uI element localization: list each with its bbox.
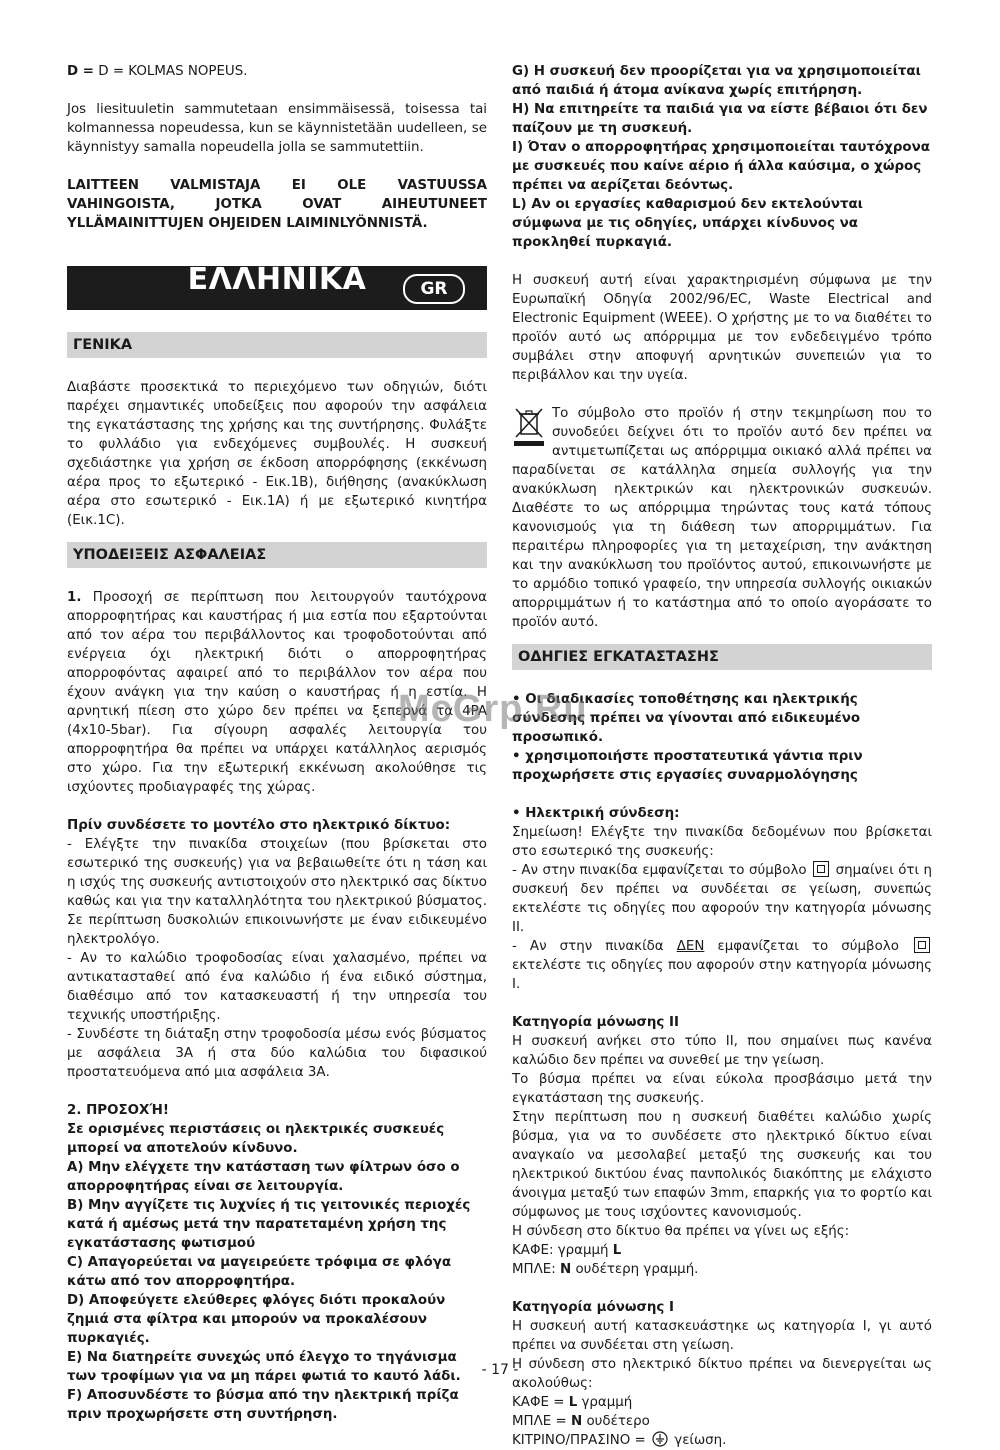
electric-item-2-start: - Αν στην πινακίδα	[512, 939, 677, 954]
wire-code: L	[568, 1395, 578, 1410]
safety-item-1-number: 1.	[67, 590, 82, 605]
safety-heading: ΥΠΟΔΕΙΞΕΙΣ ΑΣΦΑΛΕΙΑΣ	[67, 542, 487, 568]
electric-item-1-end: σημαίνει ότι η συσκευή δεν πρέπει να συνδέεται σε γείωση, συνεπώς εκτελέστε τις οδηγίες που αφορούν την κατηγορία μόνωσης II.	[512, 863, 933, 935]
right-column	[512, 62, 932, 1450]
restart-paragraph: Jos liesituuletin sammutetaan ensimmäisessä, toisessa tai kolmannessa nopeudessa, kun se käynnistetään uudelleen, se käynnistyy samalla nopeudella jolla se sammutettiin.	[67, 102, 487, 155]
class1-wire-earth	[512, 1431, 932, 1450]
warning-item: I) Όταν ο απορροφητήρας χρησιμοποιείται ταυτόχρονα με συσκευές που καίνε αέριο ή άλλα καύσιμα, ο χώρος πρέπει να αερίζεται δεόντως.	[512, 140, 930, 193]
class1-wire-blue	[512, 1412, 932, 1431]
class1-wire-brown	[512, 1393, 932, 1412]
attention-heading: 2. ΠΡΟΣΟΧΉ!	[67, 1103, 169, 1118]
wire-desc: ουδέτερο	[582, 1414, 650, 1429]
electric-item-2	[512, 937, 932, 994]
speed-d-text: D = KOLMAS NOPEUS.	[98, 64, 248, 79]
electric-item-1-start: - Αν στην πινακίδα εμφανίζεται το σύμβολο	[512, 863, 807, 878]
class1-paragraph: Η συσκευή αυτή κατασκευάστηκε ως κατηγορία I, γι αυτό πρέπει να συνδέεται στη γείωση.	[512, 1319, 932, 1353]
wire-code: N	[560, 1262, 572, 1277]
wire-desc: ουδέτερη γραμμή.	[571, 1262, 699, 1277]
wire-code: L	[612, 1243, 622, 1258]
crossed-bin-icon	[512, 406, 546, 446]
weee-paragraph: Η συσκευή αυτή είναι χαρακτηρισμένη σύμφωνα με την Ευρωπαϊκή Οδηγία 2002/96/EC, Waste Electrical and Electronic Equipment (WEEE). Ο χρήστης με το να διαθέτει το προϊόν αυτό ως απόρριμμα με τον ενδεδειγμένο τρόπο συμβάλει στην αποφυγή αρνητικών συνεπειών για το περιβάλλον και την υγεία.	[512, 273, 932, 383]
wire-label: ΚΑΦΕ =	[512, 1395, 569, 1410]
attention-item: Σε ορισμένες περιστάσεις οι ηλεκτρικές συσκευές μπορεί να αποτελούν κίνδυνο.	[67, 1122, 445, 1156]
attention-item: C) Απαγορεύεται να μαγειρεύετε τρόφιμα σε φλόγα κάτω από τον απορροφητήρα.	[67, 1255, 452, 1289]
attention-item: E) Να διατηρείτε συνεχώς υπό έλεγχο το τηγάνισμα των τροφίμων για να μη πάρει φωτιά το καυτό λάδι.	[67, 1350, 461, 1384]
attention-item: B) Μην αγγίζετε τις λυχνίες ή τις γειτονικές περιοχές κατά ή αμέσως μετά την παρατεταμένη χρήση της εγκατάστασης φωτισμού	[67, 1198, 471, 1251]
attention-item: D) Αποφεύγετε ελεύθερες φλόγες διότι προκαλούν ζημιά στα φίλτρα και μπορούν να προκαλέσουν πυρκαγιές.	[67, 1293, 446, 1346]
install-heading: ΟΔΗΓΙΕΣ ΕΓΚΑΤΑΣΤΑΣΗΣ	[512, 644, 932, 670]
wire-code: N	[570, 1414, 583, 1429]
watermark: McGrp.Ru	[398, 688, 588, 730]
left-column	[67, 62, 487, 1424]
electric-item-2-emphasis: ΔΕΝ	[676, 939, 705, 954]
language-badge: GR	[403, 274, 465, 304]
weee-symbol-block	[512, 404, 932, 632]
double-insulation-icon	[914, 937, 930, 953]
class2-paragraph: Το βύσμα πρέπει να είναι εύκολα προσβάσιμο μετά την εγκατάσταση της συσκευής.	[512, 1072, 932, 1106]
install-bullet: • Οι διαδικασίες τοποθέτησης και ηλεκτρικής σύνδεσης πρέπει να γίνονται από ειδικευμένο προσωπικό.	[512, 692, 861, 745]
language-title: ΕΛΛΗΝΙΚΑ	[187, 262, 367, 297]
general-paragraph: Διαβάστε προσεκτικά το περιεχόμενο των οδηγιών, διότι παρέχει σημαντικές υποδείξεις που αφορούν την ασφάλεια της εγκατάστασης της χρήσης και της συντήρησης. Φυλάξτε το φυλλάδιο για ενδεχόμενες συμβουλές. Η συσκευή σχεδιάστηκε για χρήση σε έκδοση απορρόφησης (εκκένωση αέρα προς το εξωτερικό - Εικ.1B), διήθησης (ανακύκλωση αέρα στο εσωτερικό - Εικ.1A) ή με εξωτερικό κινητήρα (Εικ.1C).	[67, 380, 487, 528]
symbol-paragraph: Το σύμβολο στο προϊόν ή στην τεκμηρίωση που το συνοδεύει δείχνει ότι το προϊόν αυτό δεν πρέπει να αντιμετωπίζεται ως απόρριμμα οικιακό αλλά πρέπει να παραδίνεται σε κατάλληλα σημεία συλλογής για την ανακύκλωση ηλεκτρικών και ηλεκτρονικών συσκευών. Διαθέστε το ως απόρριμμα τηρώντας τους κατά τόπους κανονισμούς για τη διάθεση των απορριμμάτων. Για περαιτέρω πληροφορίες για τη μεταχείριση, την ανάκτηση και την ανακύκλωση του προϊόντος αυτού, επικοινωνήστε με το αρμόδιο τοπικό γραφείο, την υπηρεσία συλλογής οικιακών απορριμμάτων ή το κατάστημα από το οποίο αγοράσατε το προϊόν αυτό.	[512, 406, 932, 630]
warning-item: G) Η συσκευή δεν προορίζεται για να χρησιμοποιείται από παιδιά ή άτομα ανίκανα χωρίς επιτήρηση.	[512, 64, 921, 98]
liability-notice: LAITTEEN VALMISTAJA EI OLE VASTUUSSA VAHINGOISTA, JOTKA OVAT AIHEUTUNEET YLLÄMAINITTUJEN OHJEIDEN LAIMINLYÖNNISTÄ.	[67, 178, 487, 231]
warning-item: L) Αν οι εργασίες καθαρισμού δεν εκτελούνται σύμφωνα με τις οδηγίες, υπάρχει κίνδυνος να προκληθεί πυρκαγιά.	[512, 197, 863, 250]
connect-item: - Αν το καλώδιο τροφοδοσίας είναι χαλασμένο, πρέπει να αντικατασταθεί από ένα καλώδιο ή ένα ειδικό σύστημα, διαθέσιμο από τον κατασκευαστή ή την υπηρεσία του τεχνικής υποστήριξης.	[67, 951, 487, 1023]
class2-paragraph: Στην περίπτωση που η συσκευή διαθέτει καλώδιο χωρίς βύσμα, για να το συνδέσετε στο ηλεκτρικό δίκτυο είναι αναγκαίο να μεσολαβεί μεταξύ της συσκευής και του ηλεκτρικού δικτύου ένας πανπολικός διακόπτης με ελάχιστο άνοιγμα μεταξύ των επαφών 3mm, επαρκής για το φορτίο και σύμφωνος με τους ισχύοντες κανονισμούς.	[512, 1110, 932, 1220]
page-number: - 17 -	[481, 1362, 519, 1378]
attention-item: F) Αποσυνδέστε το βύσμα από την ηλεκτρική πρίζα πριν προχωρήσετε στη συντήρηση.	[67, 1388, 459, 1422]
electric-heading: • Ηλεκτρική σύνδεση:	[512, 806, 680, 821]
general-heading: ΓΕΝΙΚΑ	[67, 332, 487, 358]
language-banner	[67, 262, 487, 310]
wire-label: ΜΠΛΕ =	[512, 1414, 571, 1429]
electric-item-2-middle: εμφανίζεται το σύμβολο	[704, 939, 899, 954]
class1-paragraph: Η σύνδεση στο ηλεκτρικό δίκτυο πρέπει να διενεργείται ως ακολούθως:	[512, 1357, 932, 1391]
class2-heading: Κατηγορία μόνωσης II	[512, 1015, 679, 1030]
class2-paragraph: Η σύνδεση στο δίκτυο θα πρέπει να γίνει ως εξής:	[512, 1224, 850, 1239]
class2-wire-brown	[512, 1241, 932, 1260]
electric-item-1	[512, 861, 932, 937]
wire-desc: γείωση.	[670, 1433, 727, 1448]
class2-paragraph: Η συσκευή ανήκει στο τύπο II, που σημαίνει πως κανένα καλώδιο δεν πρέπει να συνεθεί με την γείωση.	[512, 1034, 932, 1068]
class2-wire-blue	[512, 1260, 932, 1279]
speed-d-line: D = D = KOLMAS NOPEUS.	[67, 64, 248, 79]
wire-label: ΜΠΛΕ:	[512, 1262, 561, 1277]
safety-item-1-text: Προσοχή σε περίπτωση που λειτουργούν ταυτόχρονα απορροφητήρας και καυστήρας ή μια εστία που εξαρτούνται από τον αέρα του περιβάλλοντος και τροφοδοτούνται από ενέργεια όχι ηλεκτρική διότι ο απορροφητήρας απορροφόντας αφαιρεί από το περιβάλλον τον αέρα που έχουν ανάγκη για την καύση ο καυστήρας ή η εστία. Η αρνητική πίεση στο χώρο δεν πρέπει να ξεπερνά τα 4PA (4x10-5bar). Για σίγουρη ασφαλές λειτουργία του απορροφητήρα θα πρέπει να υπάρχει κατάλληλος αερισμός στο χώρο. Για την εξωτερική εκκένωση ακολούθησε τις ισχύοντες προδιαγραφές της χώρας.	[67, 590, 487, 795]
install-bullet: • χρησιμοποιήστε προστατευτικά γάντια πριν προχωρήσετε στις εργασίες συναρμολόγησης	[512, 749, 863, 783]
connect-item: - Συνδέστε τη διάταξη στην τροφοδοσία μέσω ενός βύσματος με ασφάλεια 3Α ή στα δύο καλώδια του διφασικού προστατευόμενα από μια ασφάλεια 3Α.	[67, 1027, 487, 1080]
connect-item: - Ελέγξτε την πινακίδα στοιχείων (που βρίσκεται στο εσωτερικό της συσκευής) για να βεβαιωθείτε ότι η τάση και η ισχύς της συσκευής αντιστοιχούν στο ηλεκτρικό σας δίκτυο καθώς και για την καταλληλότητα του ηλεκτρικού βύσματος. Σε περίπτωση δυσκολιών επικοινωνήστε με έναν ειδικευμένο ηλεκτρολόγο.	[67, 837, 487, 947]
electric-item-2-end: εκτελέστε τις οδηγίες που αφορούν στην κατηγορία μόνωσης I.	[512, 958, 932, 992]
wire-label: ΚΑΦΕ: γραμμή	[512, 1243, 613, 1258]
wire-label: ΚΙΤΡΙΝΟ/ΠΡΑΣΙΝΟ =	[512, 1433, 651, 1448]
class1-heading: Κατηγορία μόνωσης I	[512, 1300, 674, 1315]
electric-note: Σημείωση! Ελέγξτε την πινακίδα δεδομένων που βρίσκεται στο εσωτερικό της συσκευής:	[512, 825, 932, 859]
attention-item: A) Μην ελέγχετε την κατάσταση των φίλτρων όσο ο απορροφητήρας είναι σε λειτουργία.	[67, 1160, 460, 1194]
connect-heading: Πρίν συνδέσετε το μοντέλο στο ηλεκτρικό δίκτυο:	[67, 818, 451, 833]
wire-desc: γραμμή	[577, 1395, 633, 1410]
double-insulation-icon	[813, 861, 829, 877]
warning-item: H) Να επιτηρείτε τα παιδιά για να είστε βέβαιοι ότι δεν παίζουν με τη συσκευή.	[512, 102, 928, 136]
earth-ground-icon	[652, 1431, 668, 1447]
